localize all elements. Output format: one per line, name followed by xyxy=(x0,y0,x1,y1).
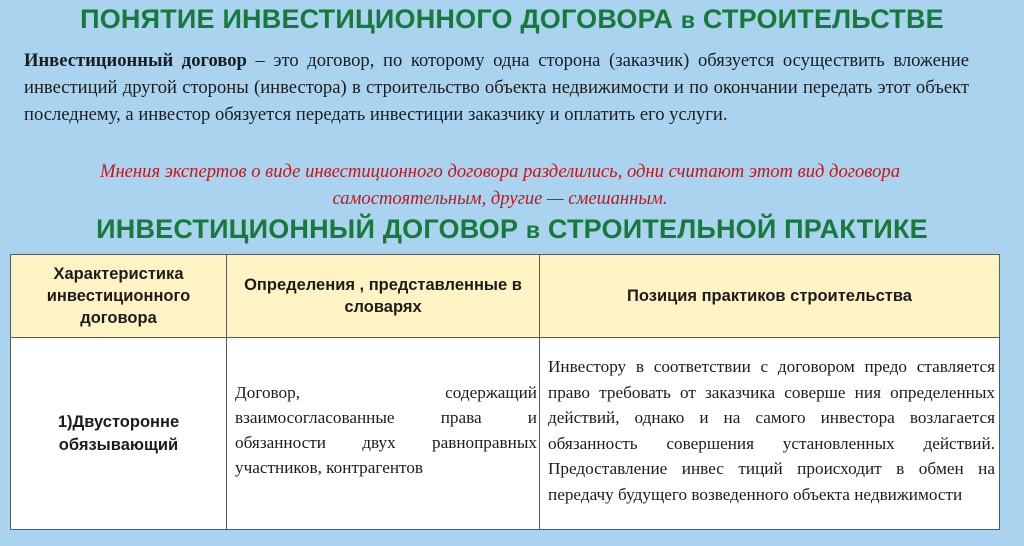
experts-opinion: Мнения экспертов о виде инвестиционного договора разделились, одни считают этот вид договора самостоятельным, другие — смешанным. xyxy=(99,161,901,209)
definition-text: – это договор, по которому одна сторона (заказчик) обязуется осуществить вложение инвестиций другой стороны (инвестора) в строительство объекта недвижимости и по окончании передать этот объект последнему, а инвестор обязуется передать инвестиции заказчику и оплатить его услуги. xyxy=(24,50,969,125)
table-header-practice xyxy=(540,255,999,337)
table-cell-dictionary: Договор, содержащий взаимосогласованные права и обязанности двух равноправных участников, контрагентов xyxy=(227,338,540,529)
page-title-main: ПОНЯТИЕ ИНВЕСТИЦИОННОГО ДОГОВОРА xyxy=(80,4,674,34)
table-header-dictionary xyxy=(227,255,540,337)
section-title-tail: СТРОИТЕЛЬНОЙ ПРАКТИКЕ xyxy=(547,214,928,244)
table-header-dictionary-label: Определения , представленные в словарях xyxy=(244,276,522,316)
section-title-preposition: в xyxy=(525,217,541,243)
comparison-table xyxy=(10,254,1000,530)
table-header-characteristic xyxy=(11,255,227,337)
page-title-tail: СТРОИТЕЛЬСТВЕ xyxy=(702,4,944,34)
definition-term: Инвестиционный договор xyxy=(24,50,247,71)
section-title xyxy=(0,214,1024,245)
page-title-preposition: в xyxy=(680,7,696,33)
table-header-characteristic-label: Характеристика инвестиционного договора xyxy=(46,265,191,327)
definition-paragraph xyxy=(24,47,969,128)
table-cell-characteristic xyxy=(11,338,227,529)
section-title-main: ИНВЕСТИЦИОННЫЙ ДОГОВОР xyxy=(96,214,519,244)
table-header-practice-label: Позиция практиков строительства xyxy=(627,287,912,305)
table-cell-practice: Инвестору в соответствии с договором предо ставляется право требовать от заказчика соверше ния определенных действий, однако и на самого инвестора возлагается обязанность совершения установленных действий. Предоставление инвес тиций происходит в обмен на передачу будущего возведенного объекта недвижимости xyxy=(548,357,995,504)
table-cell-characteristic-text: 1)Двусторонне обязывающий xyxy=(57,412,180,454)
page-title xyxy=(0,4,1024,35)
